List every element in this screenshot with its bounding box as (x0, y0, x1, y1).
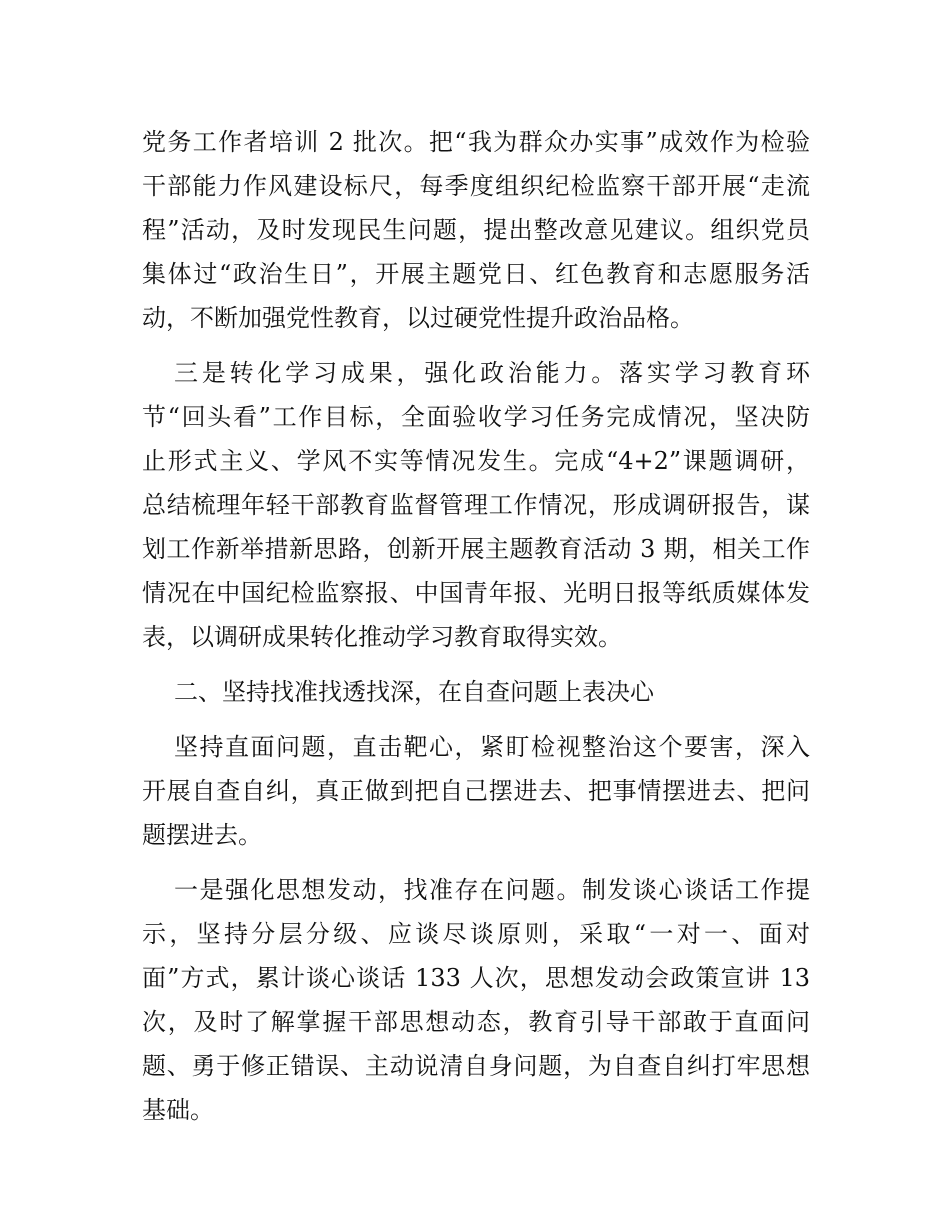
text-line: 次，及时了解掌握干部思想动态，教育引导干部敢于直面问 (142, 1008, 810, 1036)
text-line: 开展自查自纠，真正做到把自己摆进去、把事情摆进去、把问 (142, 777, 810, 805)
text-line: 情况在中国纪检监察报、中国青年报、光明日报等纸质媒体发 (142, 579, 810, 607)
text-line: 党务工作者培训 2 批次。把“我为群众办实事”成效作为检验 (142, 128, 810, 156)
text-line: 题摆进去。 (142, 821, 262, 849)
section-heading (142, 670, 810, 714)
text-line: 总结梳理年轻干部教育监督管理工作情况，形成调研报告，谋 (142, 491, 810, 519)
paragraph-transform-learning (142, 351, 810, 659)
text-line: 面”方式，累计谈心谈话 133 人次，思想发动会政策宣讲 13 (142, 964, 810, 992)
text-line: 干部能力作风建设标尺，每季度组织纪检监察干部开展“走流 (142, 172, 810, 200)
text-line: 一是强化思想发动，找准存在问题。制发谈心谈话工作提 (174, 876, 810, 904)
paragraph-face-problems (142, 725, 810, 857)
text-line: 三是转化学习成果，强化政治能力。落实学习教育环 (174, 359, 810, 387)
text-line: 集体过“政治生日”，开展主题党日、红色教育和志愿服务活 (142, 260, 810, 288)
text-line: 划工作新举措新思路，创新开展主题教育活动 3 期，相关工作 (142, 535, 810, 563)
text-line: 程”活动，及时发现民生问题，提出整改意见建议。组织党员 (142, 216, 810, 244)
text-line: 基础。 (142, 1096, 214, 1124)
text-line: 动，不断加强党性教育，以过硬党性提升政治品格。 (142, 304, 694, 332)
text-line: 止形式主义、学风不实等情况发生。完成“4+2”课题调研， (142, 447, 810, 475)
text-line: 题、勇于修正错误、主动说清自身问题，为自查自纠打牢思想 (142, 1052, 810, 1080)
section-heading-text: 二、坚持找准找透找深，在自查问题上表决心 (174, 678, 654, 706)
text-line: 节“回头看”工作目标，全面验收学习任务完成情况，坚决防 (142, 403, 810, 431)
text-line: 坚持直面问题，直击靶心，紧盯检视整治这个要害，深入 (174, 733, 810, 761)
text-line: 表，以调研成果转化推动学习教育取得实效。 (142, 623, 622, 651)
document-body (142, 120, 810, 1143)
text-line: 示，坚持分层分级、应谈尽谈原则，采取“一对一、面对 (142, 920, 810, 948)
paragraph-ideological-mobilization (142, 868, 810, 1132)
paragraph-party-training (142, 120, 810, 340)
